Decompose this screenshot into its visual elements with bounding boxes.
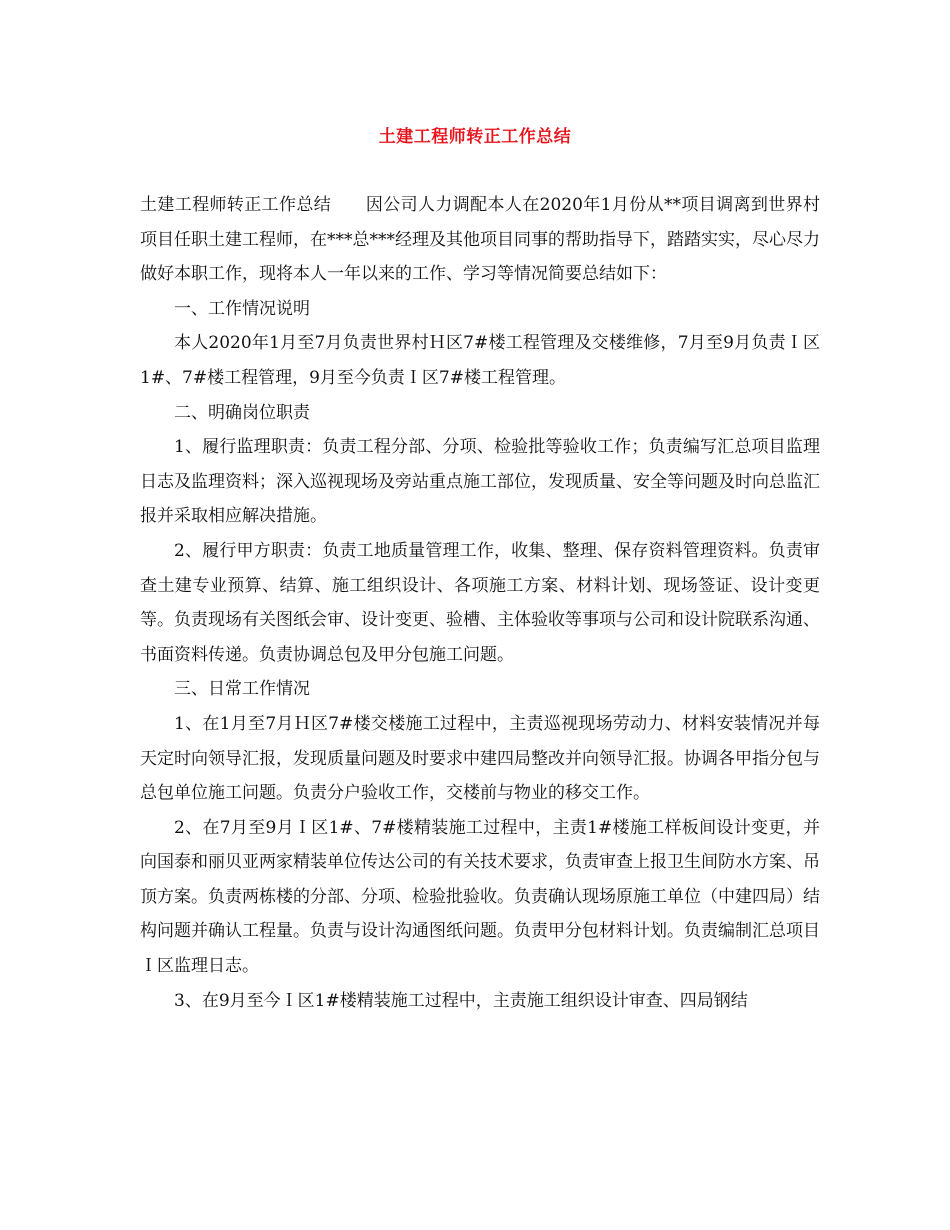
document-body xyxy=(140,188,820,1018)
paragraph-owner-duties: 2、履行甲方职责：负责工地质量管理工作，收集、整理、保存资料管理资料。负责审查土建专业预算、结算、施工组织设计、各项施工方案、材料计划、现场签证、设计变更等。负责现场有关图纸会审、设计变更、验槽、主体验收等事项与公司和设计院联系沟通、书面资料传递。负责协调总包及甲分包施工问题。 xyxy=(140,540,820,665)
paragraph-supervision-duties: 1、履行监理职责：负责工程分部、分项、检验批等验收工作；负责编写汇总项目监理日志及监理资料；深入巡视现场及旁站重点施工部位，发现质量、安全等问题及时向总监汇报并采取相应解决措施。 xyxy=(140,437,820,527)
section-heading-daily-work: 三、日常工作情况 xyxy=(174,679,310,700)
paragraph-daily-work-2: 2、在7月至9月Ｉ区1#、7#楼精装施工过程中，主责1#楼施工样板间设计变更，并向国泰和丽贝亚两家精装单位传达公司的有关技术要求，负责审查上报卫生间防水方案、吊顶方案。负责两栋楼的分部、分项、检验批验收。负责确认现场原施工单位（中建四局）结构问题并确认工程量。负责与设计沟通图纸问题。负责甲分包材料计划。负责编制汇总项目Ｉ区监理日志。 xyxy=(140,817,820,977)
paragraph-intro: 土建工程师转正工作总结 因公司人力调配本人在2020年1月份从**项目调离到世界村项目任职土建工程师，在***总***经理及其他项目同事的帮助指导下，踏踏实实，尽心尽力做好本职工作，现将本人一年以来的工作、学习等情况简要总结如下： xyxy=(140,195,820,285)
paragraph-daily-work-1: 1、在1月至7月Ｈ区7#楼交楼施工过程中，主责巡视现场劳动力、材料安装情况并每天定时向领导汇报，发现质量问题及时要求中建四局整改并向领导汇报。协调各甲指分包与总包单位施工问题。负责分户验收工作，交楼前与物业的移交工作。 xyxy=(140,713,820,804)
document-title: 土建工程师转正工作总结 xyxy=(378,127,572,147)
section-heading-responsibilities: 二、明确岗位职责 xyxy=(174,402,310,423)
paragraph-daily-work-3: 3、在9月至今Ｉ区1#楼精装施工过程中，主责施工组织设计审查、四局钢结 xyxy=(174,990,748,1011)
section-heading-work-overview: 一、工作情况说明 xyxy=(174,298,310,319)
paragraph-work-overview: 本人2020年1月至7月负责世界村Ｈ区7#楼工程管理及交楼维修，7月至9月负责Ｉ区1#、7#楼工程管理，9月至今负责Ｉ区7#楼工程管理。 xyxy=(140,333,820,388)
